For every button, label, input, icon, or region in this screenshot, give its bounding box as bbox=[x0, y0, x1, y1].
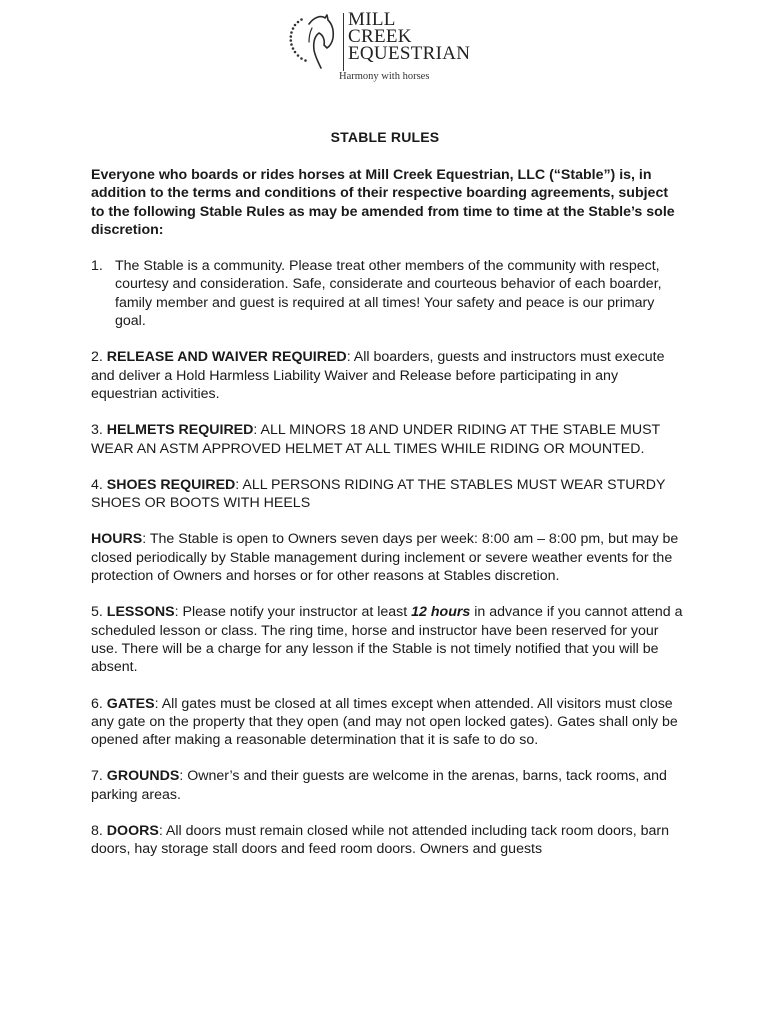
rule-3-text: : ALL MINORS 18 AND UNDER RIDING AT THE STABLE MUST WEAR AN ASTM APPROVED HELMET AT ALL TIMES WHILE RIDING OR MOUNTED. bbox=[91, 422, 660, 457]
logo-tagline: Harmony with horses bbox=[339, 71, 430, 82]
document-title: STABLE RULES bbox=[330, 129, 440, 145]
rule-4-text: : ALL PERSONS RIDING AT THE STABLES MUST WEAR STURDY SHOES OR BOOTS WITH HEELS bbox=[91, 476, 666, 512]
rule-2-number: 2. bbox=[91, 349, 107, 366]
rule-hours-heading: HOURS bbox=[91, 531, 143, 548]
rule-6-text: : All gates must be closed at all times except when attended. All visitors must close any gate on the property that they open (and may not open locked gates). Gates shall only be opened after making a reasonable determination that it is safe to do so. bbox=[91, 695, 678, 749]
intro-paragraph: Everyone who boards or rides horses at Mill Creek Equestrian, LLC (“Stable”) is, in addition to the terms and conditions of their respective boarding agreements, subject to the following Stable Rules as may be amended from time to time at the Stable’s sole discretion: bbox=[91, 167, 675, 238]
rule-7-heading: GROUNDS bbox=[106, 768, 180, 785]
rule-3-number: 3. bbox=[91, 422, 107, 439]
rule-1 bbox=[91, 257, 683, 330]
rule-4-heading: SHOES REQUIRED bbox=[106, 476, 236, 493]
rule-5 bbox=[91, 603, 683, 676]
rule-2-text: : All boarders, guests and instructors must execute and deliver a Hold Harmless Liability Waiver and Release before participating in any equestrian activities. bbox=[91, 349, 665, 402]
rule-8-number: 8. bbox=[91, 823, 107, 840]
company-logo bbox=[287, 10, 487, 85]
rule-8-text: : All doors must remain closed while not attended including tack room doors, barn doors, hay storage stall doors and feed room doors. Owners and guests bbox=[91, 823, 670, 858]
rule-7-text: : Owner’s and their guests are welcome in the arenas, barns, tack rooms, and parking areas. bbox=[91, 768, 667, 803]
logo-line-mill: MILL bbox=[348, 9, 396, 30]
rule-3 bbox=[91, 421, 683, 458]
rule-7-number: 7. bbox=[91, 768, 107, 785]
rule-7 bbox=[91, 767, 683, 804]
logo-line-creek: CREEK bbox=[348, 26, 412, 47]
logo-line-equestrian: EQUESTRIAN bbox=[348, 43, 471, 64]
rule-6 bbox=[91, 695, 683, 750]
rule-5-number: 5. bbox=[91, 604, 107, 621]
rule-6-heading: GATES bbox=[106, 695, 155, 712]
rule-5-emphasis: 12 hours bbox=[411, 604, 471, 621]
rule-2-heading: RELEASE AND WAIVER REQUIRED bbox=[106, 349, 347, 366]
rule-3-heading: HELMETS REQUIRED bbox=[106, 422, 254, 439]
rule-5-heading: LESSONS bbox=[106, 604, 175, 621]
document-body bbox=[91, 166, 683, 877]
rule-5-text-b: in advance if you cannot attend a scheduled lesson or class. The ring time, horse and instructor have been reserved for your use. There will be a charge for any lesson if the Stable is not timely notified that you will be absent. bbox=[91, 604, 683, 676]
rule-5-text-a: : Please notify your instructor at least bbox=[174, 604, 412, 621]
rule-1-text: The Stable is a community. Please treat other members of the community with respect, courtesy and consideration. Safe, considerate and courteous behavior of each boarder, family member and guest is required at all times! Your safety and peace is our primary goal. bbox=[115, 258, 662, 330]
horse-head-icon bbox=[287, 12, 339, 70]
rule-8 bbox=[91, 822, 683, 859]
rule-4 bbox=[91, 476, 683, 513]
rule-2 bbox=[91, 348, 683, 403]
logo-wordmark bbox=[348, 11, 470, 62]
logo-divider bbox=[343, 13, 344, 71]
rule-8-heading: DOORS bbox=[106, 823, 159, 840]
rule-hours-text: : The Stable is open to Owners seven days per week: 8:00 am – 8:00 pm, but may be closed periodically by Stable management during inclement or severe weather events for the protection of Owners and horses or for other reasons at Stables discretion. bbox=[91, 531, 679, 585]
rule-4-number: 4. bbox=[91, 476, 107, 493]
rule-6-number: 6. bbox=[91, 695, 107, 712]
rule-1-number: 1. bbox=[91, 258, 103, 275]
rule-hours bbox=[91, 530, 683, 585]
